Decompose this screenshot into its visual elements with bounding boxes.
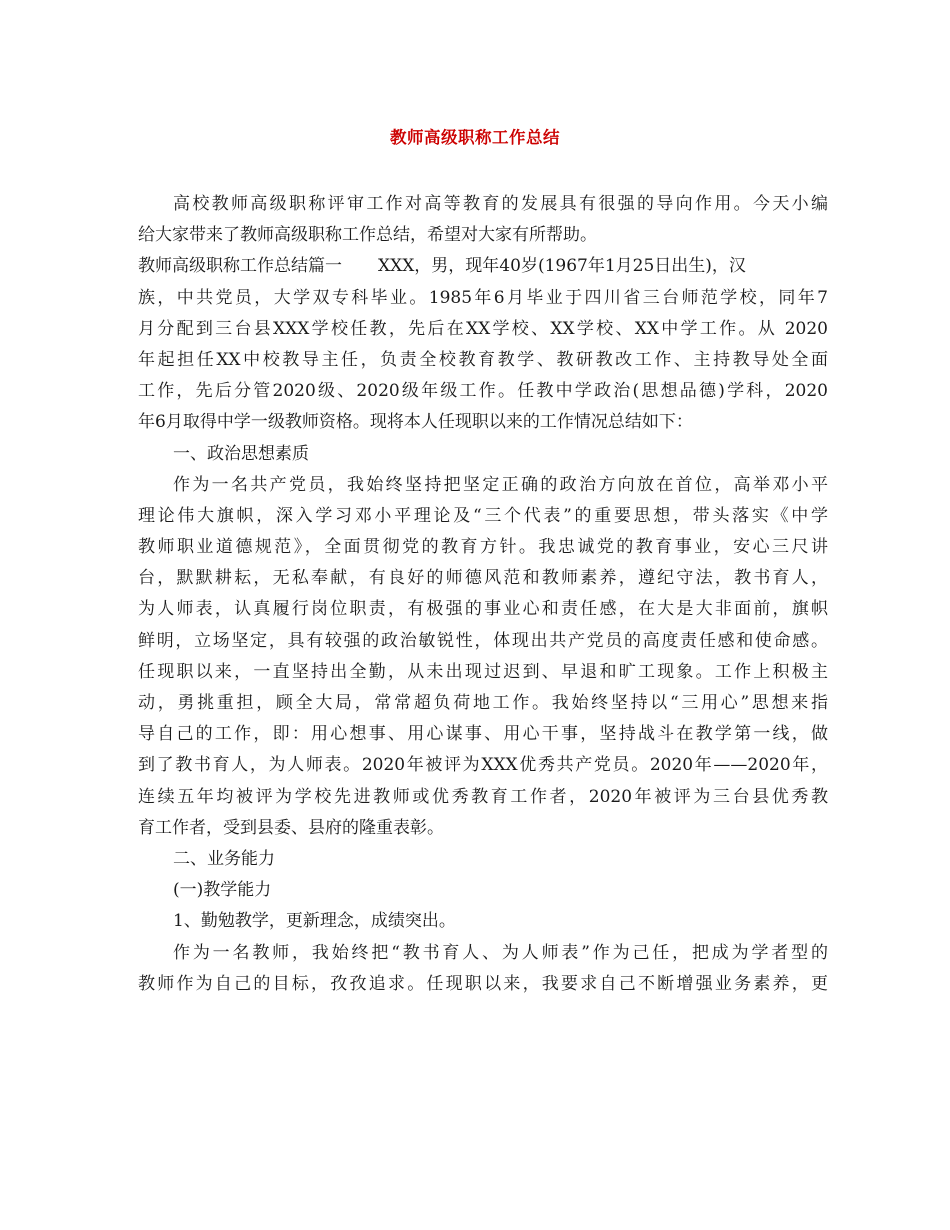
section-heading: 一、政治思想素质: [173, 443, 309, 464]
body-line: 年6月取得中学一级教师资格。现将本人任现职以来的工作情况总结如下：: [138, 412, 693, 433]
body-line: 连续五年均被评为学校先进教师或优秀教育工作者，2020年被评为三台县优秀教: [138, 786, 828, 807]
body-line: 月分配到三台县XXX学校任教，先后在XX学校、XX学校、XX中学工作。从 2020: [138, 318, 828, 339]
document-title: 教师高级职称工作总结: [390, 128, 560, 147]
body-line: 给大家带来了教师高级职称工作总结，希望对大家有所帮助。: [138, 225, 597, 246]
body-text-span: XXX，男，现年40岁(1967年1月25日出生)，汉: [378, 256, 746, 277]
body-line: [138, 251, 828, 282]
body-line: 导自己的工作，即：用心想事、用心谋事、用心干事，坚持战斗在教学第一线，做: [138, 724, 828, 745]
body-line: 工作，先后分管2020级、2020级年级工作。任教中学政治(思想品德)学科，2020: [138, 381, 828, 402]
subsection-heading: (一)教学能力: [173, 880, 272, 901]
section-heading: 二、业务能力: [173, 848, 275, 869]
body-line: 教师职业道德规范》，全面贯彻党的教育方针。我忠诚党的教育事业，安心三尺讲: [138, 537, 828, 558]
body-line: 作为一名共产党员，我始终坚持把坚定正确的政治方向放在首位，高举邓小平: [173, 474, 828, 495]
body-line: 台，默默耕耘，无私奉献，有良好的师德风范和教师素养，遵纪守法，教书育人，: [138, 568, 828, 589]
body-line: 高校教师高级职称评审工作对高等教育的发展具有很强的导向作用。今天小编: [173, 194, 828, 214]
subsection-heading: 1、勤勉教学，更新理念，成绩突出。: [173, 911, 456, 932]
body-line: 鲜明，立场坚定，具有较强的政治敏锐性，体现出共产党员的高度责任感和使命感。: [138, 630, 828, 651]
body-line: 任现职以来，一直坚持出全勤，从未出现过迟到、早退和旷工现象。工作上积极主: [138, 661, 828, 682]
body-line: 为人师表，认真履行岗位职责，有极强的事业心和责任感，在大是大非面前，旗帜: [138, 599, 828, 620]
body-line: 年起担任XX中校教导主任，负责全校教育教学、教研教改工作、主持教导处全面: [138, 349, 828, 370]
body-line: 族，中共党员，大学双专科毕业。1985年6月毕业于四川省三台师范学校，同年7: [138, 287, 828, 308]
body-line: 育工作者，受到县委、县府的隆重表彰。: [138, 817, 444, 838]
body-line: 作为一名教师，我始终把“教书育人、为人师表”作为己任，把成为学者型的: [173, 942, 828, 963]
body-line: 动，勇挑重担，顾全大局，常常超负荷地工作。我始终坚持以“三用心”思想来指: [138, 693, 828, 713]
body-line: 到了教书育人，为人师表。2020年被评为XXX优秀共产党员。2020年——2020年，: [138, 755, 828, 776]
section-heading: 教师高级职称工作总结篇一: [138, 256, 342, 277]
body-line: 教师作为自己的目标，孜孜追求。任现职以来，我要求自己不断增强业务素养，更: [138, 973, 828, 994]
body-line: 理论伟大旗帜，深入学习邓小平理论及“三个代表”的重要思想，带头落实《中学: [138, 505, 828, 526]
document-body: [138, 189, 828, 1000]
